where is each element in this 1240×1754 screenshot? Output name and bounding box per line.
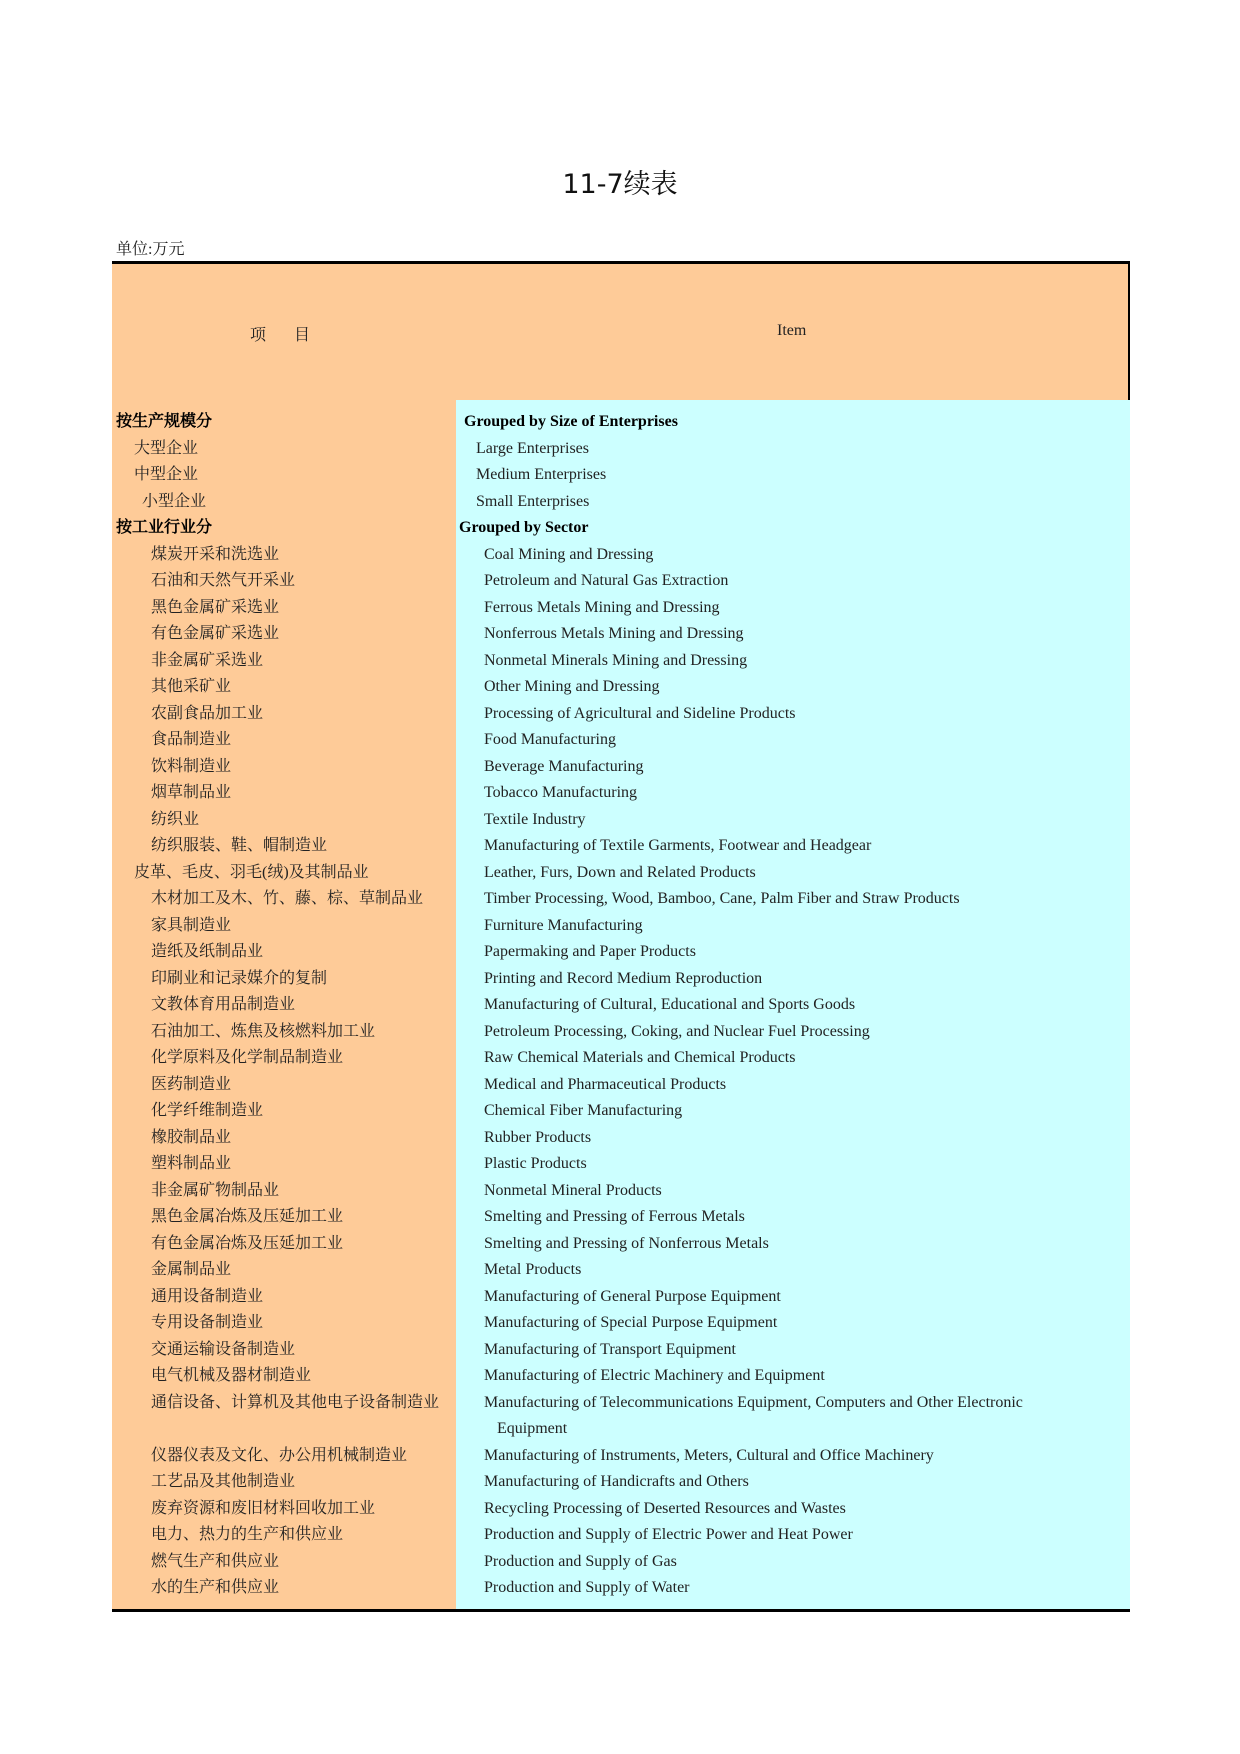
table-row: [112, 1310, 1130, 1336]
table-row: [112, 1072, 1130, 1098]
group-header-row: [112, 515, 1130, 541]
row-label-zh: 印刷业和记录媒介的复制: [151, 969, 328, 987]
table-row: [112, 436, 1130, 462]
row-label-en: Timber Processing, Wood, Bamboo, Cane, Palm Fiber and Straw Products: [484, 890, 960, 907]
row-label-en: Manufacturing of Textile Garments, Footwear and Headgear: [484, 837, 872, 854]
row-label-zh: 塑料制品业: [151, 1155, 232, 1172]
group-header-row: [112, 409, 1130, 435]
row-label-zh: 橡胶制品业: [151, 1128, 232, 1146]
row-label-zh: 家具制造业: [151, 916, 232, 934]
header-item-en: Item: [777, 322, 807, 339]
row-label-en-continued: Equipment: [497, 1420, 568, 1437]
row-label-en: Plastic Products: [484, 1155, 587, 1172]
table-row: [112, 1496, 1130, 1522]
row-label-zh: 交通运输设备制造业: [151, 1340, 296, 1358]
row-label-en: Processing of Agricultural and Sideline Products: [484, 704, 796, 722]
table-row: [112, 1522, 1130, 1548]
row-label-zh: 烟草制品业: [151, 784, 232, 801]
table-row: [112, 966, 1130, 992]
row-label-zh: 饮料制造业: [151, 757, 232, 775]
row-label-en: Metal Products: [484, 1261, 582, 1278]
row-label-en: Manufacturing of Handicrafts and Others: [484, 1473, 749, 1490]
table-row: [112, 542, 1130, 568]
table-body: [112, 400, 1130, 1612]
row-label-en: Printing and Record Medium Reproduction: [484, 969, 763, 987]
table-row: [112, 1257, 1130, 1283]
row-label-zh: 按工业行业分: [116, 519, 213, 536]
row-label-zh: 食品制造业: [151, 731, 232, 748]
row-label-zh: 其他采矿业: [151, 678, 232, 695]
row-label-en: Manufacturing of General Purpose Equipment: [484, 1287, 781, 1305]
row-label-zh: 通信设备、计算机及其他电子设备制造业: [151, 1393, 440, 1411]
row-label-zh: 按生产规模分: [116, 413, 213, 430]
row-label-zh: 化学原料及化学制品制造业: [151, 1049, 344, 1066]
row-label-zh: 大型企业: [134, 439, 199, 457]
row-label-en: Raw Chemical Materials and Chemical Products: [484, 1049, 796, 1066]
table-row: [112, 568, 1130, 594]
row-label-en: Production and Supply of Water: [484, 1579, 690, 1596]
row-label-zh: 有色金属冶炼及压延加工业: [151, 1234, 344, 1252]
table-row: [112, 1204, 1130, 1230]
row-label-en: Manufacturing of Special Purpose Equipment: [484, 1314, 778, 1331]
table-row: [112, 754, 1130, 780]
table-row: [112, 992, 1130, 1018]
row-label-en: Tobacco Manufacturing: [484, 784, 638, 801]
row-label-zh: 工艺品及其他制造业: [151, 1473, 296, 1490]
table-row: [112, 727, 1130, 753]
row-label-zh: 非金属矿物制品业: [151, 1181, 280, 1199]
row-label-zh: 石油加工、炼焦及核燃料加工业: [151, 1022, 376, 1040]
row-label-en: Petroleum Processing, Coking, and Nuclear Fuel Processing: [484, 1022, 870, 1040]
row-label-zh: 黑色金属冶炼及压延加工业: [151, 1208, 344, 1225]
table-row: [112, 807, 1130, 833]
row-label-zh: 石油和天然气开采业: [151, 572, 296, 589]
table-row: [112, 1019, 1130, 1045]
table-row: [112, 1125, 1130, 1151]
row-label-en: Grouped by Sector: [459, 519, 589, 536]
row-label-en: Medium Enterprises: [476, 466, 607, 483]
row-label-zh: 金属制品业: [151, 1261, 232, 1278]
row-label-en: Manufacturing of Telecommunications Equipment, Computers and Other Electronic: [484, 1393, 1023, 1411]
row-label-en: Manufacturing of Instruments, Meters, Cultural and Office Machinery: [484, 1446, 934, 1464]
row-label-zh: 燃气生产和供应业: [151, 1552, 280, 1570]
table-row: [112, 1337, 1130, 1363]
row-label-zh: 中型企业: [134, 466, 199, 483]
row-label-zh: 水的生产和供应业: [151, 1579, 280, 1596]
row-label-en: Large Enterprises: [476, 439, 589, 457]
table-row: [112, 595, 1130, 621]
row-label-en: Nonferrous Metals Mining and Dressing: [484, 625, 744, 642]
row-label-en: Textile Industry: [484, 810, 586, 828]
table-row: [112, 1098, 1130, 1124]
row-label-zh: 皮革、毛皮、羽毛(绒)及其制品业: [134, 863, 369, 881]
table-row: [112, 1443, 1130, 1469]
row-label-en: Other Mining and Dressing: [484, 678, 660, 695]
row-label-en: Papermaking and Paper Products: [484, 943, 696, 960]
table-row: [112, 462, 1130, 488]
row-label-en: Manufacturing of Electric Machinery and Equipment: [484, 1367, 825, 1384]
row-label-en: Grouped by Size of Enterprises: [464, 413, 678, 430]
table-row: [112, 1390, 1130, 1437]
row-label-zh: 农副食品加工业: [151, 704, 264, 722]
header-item-zh: 项 目: [250, 327, 313, 344]
row-label-en: Production and Supply of Gas: [484, 1552, 677, 1570]
row-label-zh: 纺织服装、鞋、帽制造业: [151, 837, 328, 854]
row-label-en: Rubber Products: [484, 1128, 592, 1146]
table-row: [112, 886, 1130, 912]
row-label-zh: 化学纤维制造业: [151, 1102, 264, 1119]
row-label-en: Petroleum and Natural Gas Extraction: [484, 572, 729, 589]
table-row: [112, 648, 1130, 674]
row-label-zh: 仪器仪表及文化、办公用机械制造业: [151, 1446, 408, 1464]
row-label-en: Small Enterprises: [476, 492, 590, 510]
table-row: [112, 1363, 1130, 1389]
row-label-zh: 非金属矿采选业: [151, 651, 264, 669]
table-row: [112, 1151, 1130, 1177]
row-label-en: Production and Supply of Electric Power and Heat Power: [484, 1526, 853, 1543]
row-label-en: Food Manufacturing: [484, 731, 616, 748]
table-row: [112, 701, 1130, 727]
row-label-en: Manufacturing of Transport Equipment: [484, 1340, 736, 1358]
unit-label: 单位:万元: [116, 241, 185, 258]
row-label-zh: 文教体育用品制造业: [151, 996, 296, 1013]
table-row: [112, 1469, 1130, 1495]
row-label-zh: 纺织业: [151, 810, 200, 828]
table-row: [112, 489, 1130, 515]
table-row: [112, 1549, 1130, 1575]
row-label-en: Coal Mining and Dressing: [484, 545, 654, 563]
table-row: [112, 780, 1130, 806]
table-row: [112, 860, 1130, 886]
row-label-en: Leather, Furs, Down and Related Products: [484, 863, 756, 881]
row-label-en: Smelting and Pressing of Nonferrous Metals: [484, 1234, 769, 1252]
table-row: [112, 674, 1130, 700]
table-row: [112, 1284, 1130, 1310]
row-label-en: Ferrous Metals Mining and Dressing: [484, 598, 720, 616]
table-row: [112, 621, 1130, 647]
table-row: [112, 1231, 1130, 1257]
table-row: [112, 1178, 1130, 1204]
row-label-zh: 煤炭开采和洗选业: [151, 545, 280, 563]
row-label-en: Medical and Pharmaceutical Products: [484, 1075, 727, 1093]
table-header: [112, 261, 1130, 403]
row-label-zh: 电力、热力的生产和供应业: [151, 1526, 344, 1543]
page-title: 11-7续表: [562, 169, 678, 200]
row-label-zh: 医药制造业: [151, 1075, 232, 1093]
table-row: [112, 913, 1130, 939]
row-label-zh: 电气机械及器材制造业: [151, 1367, 312, 1384]
row-label-zh: 专用设备制造业: [151, 1314, 264, 1331]
row-label-en: Manufacturing of Cultural, Educational and Sports Goods: [484, 996, 856, 1013]
row-label-en: Recycling Processing of Deserted Resources and Wastes: [484, 1499, 846, 1517]
row-label-zh: 小型企业: [142, 492, 207, 510]
row-label-zh: 有色金属矿采选业: [151, 625, 280, 642]
row-label-zh: 废弃资源和废旧材料回收加工业: [151, 1499, 376, 1517]
row-label-zh: 造纸及纸制品业: [151, 943, 264, 960]
row-label-en: Chemical Fiber Manufacturing: [484, 1102, 683, 1119]
row-label-en: Furniture Manufacturing: [484, 916, 643, 934]
row-label-en: Smelting and Pressing of Ferrous Metals: [484, 1208, 745, 1225]
row-label-en: Nonmetal Mineral Products: [484, 1181, 662, 1199]
table-row: [112, 1045, 1130, 1071]
table-row: [112, 939, 1130, 965]
row-label-zh: 通用设备制造业: [151, 1287, 264, 1305]
table-row: [112, 833, 1130, 859]
row-label-zh: 木材加工及木、竹、藤、棕、草制品业: [151, 890, 424, 907]
row-label-en: Beverage Manufacturing: [484, 757, 644, 775]
row-label-zh: 黑色金属矿采选业: [151, 598, 280, 616]
row-label-en: Nonmetal Minerals Mining and Dressing: [484, 651, 748, 669]
table-row: [112, 1575, 1130, 1601]
